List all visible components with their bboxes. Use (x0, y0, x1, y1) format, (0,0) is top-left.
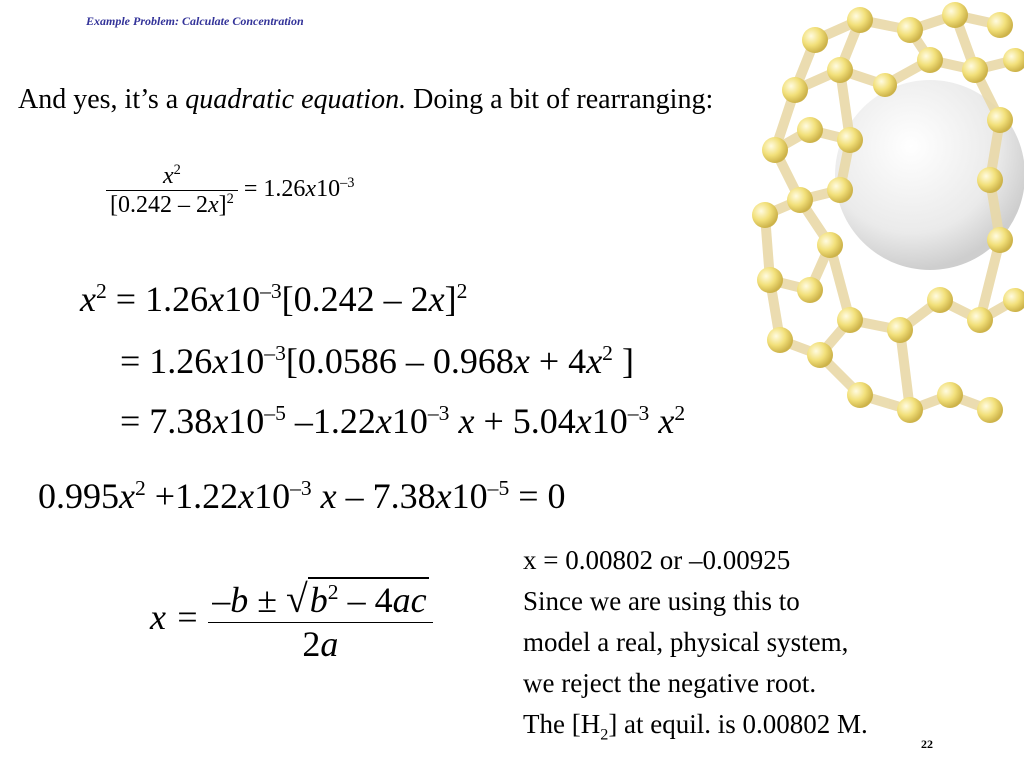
intro-after: Doing a bit of rearranging: (406, 84, 714, 115)
equation-equilibrium-fraction: $\frac{x^2}{[0.242 - 2x]^2}$ = $1.26x10^{-3}$ (106, 162, 354, 219)
page-number: 22 (921, 737, 933, 751)
explanation-line-4: we reject the negative root. (523, 668, 817, 698)
intro-before: And yes, it’s a (18, 84, 186, 115)
equation-step-1: $x^2 = 1.26x10^{-3}[0.242 - 2x]^2$ (80, 279, 468, 319)
fullerene-molecule-image (700, 0, 1024, 430)
explanation-line-2: Since we are using this to (523, 586, 800, 616)
slide-header: Example Problem: Calculate Concentration (86, 14, 304, 28)
explanation-text (523, 540, 868, 755)
intro-text (18, 84, 713, 116)
intro-emphasis: quadratic equation. (185, 84, 407, 115)
equation-step-2: = $1.26x10^{-3}[0.0586 - 0.968x + 4x^2$ ] (120, 341, 634, 381)
explanation-line-3: model a real, physical system, (523, 627, 849, 657)
explanation-line-1: x = 0.00802 or –0.00925 (523, 545, 791, 575)
quadratic-formula: x = $\frac{-b \pm √b^2 - 4ac}{2a}$ (150, 576, 433, 665)
explanation-line-5: The $[H_2]$ at equil. is 0.00802 M. (523, 709, 868, 744)
equation-step-3: = $7.38x10^{-5}$ $-1.22x10^{-3}$ $x + 5.04x10^{-3}$ $x^2$ (120, 401, 686, 441)
equation-quadratic-form: $0.995x^2 +1.22x10^{-3}$ $x - 7.38x10^{-5} = 0$ (38, 476, 566, 516)
